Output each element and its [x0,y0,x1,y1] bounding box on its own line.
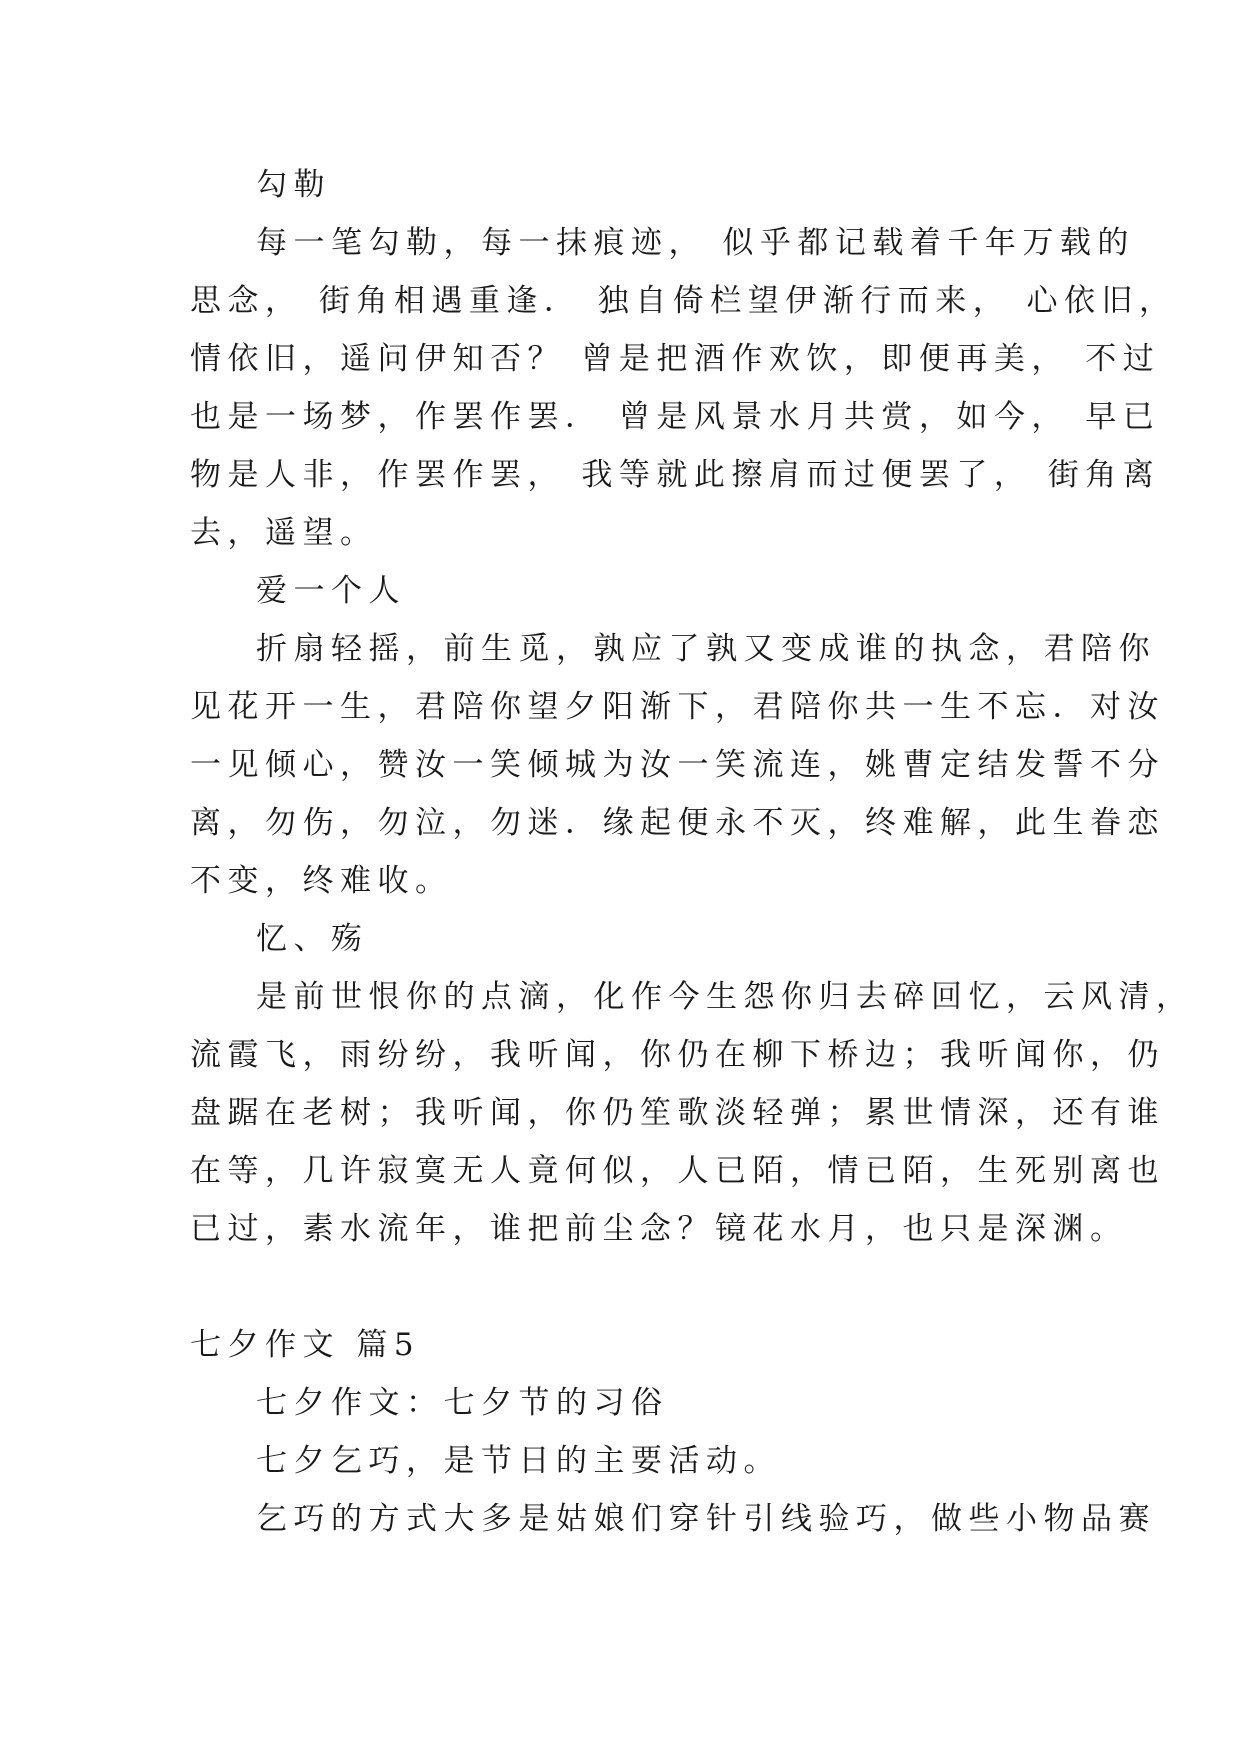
paragraph-line: 七夕乞巧，是节日的主要活动。 [256,1443,781,1479]
paragraph-line: 离，勿伤，勿泣，勿迷．缘起便永不灭，终难解，此生眷恋 [190,805,1165,841]
article-title: 七夕作文 篇5 [190,1327,421,1363]
paragraph-line: 在等，几许寂寞无人竟何似，人已陌，情已陌，生死别离也 [190,1153,1165,1189]
paragraph-line: 已过，素水流年，谁把前尘念？镜花水月，也只是深渊。 [190,1211,1128,1247]
paragraph-line: 折扇轻摇，前生觅，孰应了孰又变成谁的执念，君陪你 [256,631,1156,667]
paragraph-line: 盘踞在老树；我听闻，你仍笙歌淡轻弹；累世情深，还有谁 [190,1095,1165,1131]
paragraph-line: 也是一场梦，作罢作罢． 曾是风景水月共赏，如今， 早已 [190,399,1161,435]
paragraph-line: 一见倾心，赞汝一笑倾城为汝一笑流连，姚曹定结发誓不分 [190,747,1165,783]
paragraph-line: 流霞飞，雨纷纷，我听闻，你仍在柳下桥边；我听闻你，仍 [190,1037,1165,1073]
paragraph-line: 不变，终难收。 [190,863,453,899]
paragraph-line: 乞巧的方式大多是姑娘们穿针引线验巧，做些小物品赛 [256,1501,1156,1537]
paragraph-line: 思念， 街角相遇重逢． 独自倚栏望伊渐行而来， 心依旧， [190,283,1177,319]
section-heading-memory: 忆、殇 [256,921,369,957]
paragraph-line: 去，遥望。 [190,515,378,551]
paragraph-line: 是前世恨你的点滴，化作今生怨你归去碎回忆，云风清， [256,979,1194,1015]
article-subtitle: 七夕作文：七夕节的习俗 [256,1385,669,1421]
paragraph-line: 物是人非，作罢作罢， 我等就此擦肩而过便罢了， 街角离 [190,457,1161,493]
paragraph-line: 每一笔勾勒，每一抹痕迹， 似乎都记载着千年万载的 [256,225,1135,261]
paragraph-line: 见花开一生，君陪你望夕阳渐下，君陪你共一生不忘．对汝 [190,689,1165,725]
paragraph-line: 情依旧，遥问伊知否？ 曾是把酒作欢饮，即便再美， 不过 [190,341,1161,377]
section-heading-love: 爱一个人 [256,573,406,609]
section-heading-gouqin: 勾勒 [256,167,331,203]
